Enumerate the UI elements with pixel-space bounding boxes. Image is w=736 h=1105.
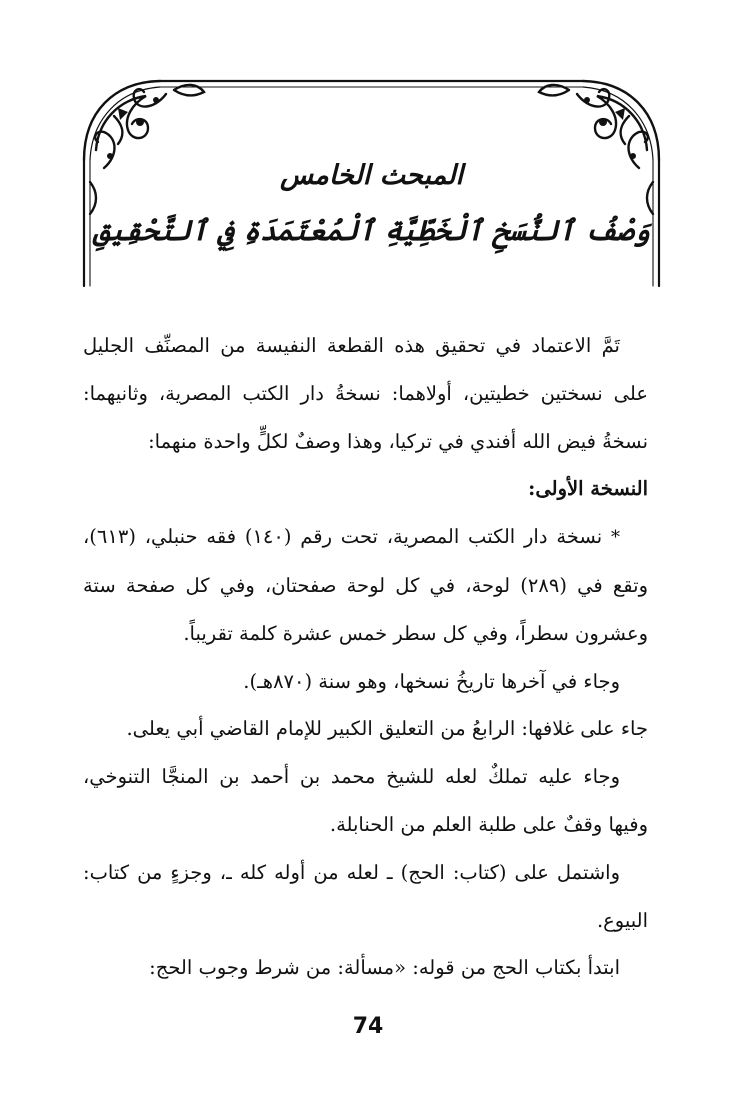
chapter-title: وَصْفُ ٱلنُّسَخِ ٱلْخَطِّيَّةِ ٱلْمُعْتَمَدَةِ فِي ٱلتَّحْقِيقِ xyxy=(92,214,651,247)
contents-paragraph: واشتمل على (كتاب: الحج) ـ لعله من أوله كله ـ، وجزءٍ من كتاب: البيوع. xyxy=(83,860,648,932)
intro-paragraph: تَمَّ الاعتماد في تحقيق هذه القطعة النفيسة من المصنِّف الجليل على نسختين خطيتين، أولاهما: نسخةُ دار الكتب المصرية، وثانيهما: نسخةُ فيض الله أفندي في تركيا، وهذا وصفٌ لكلٍّ واحدة منهما: xyxy=(83,334,648,453)
cover-paragraph: جاء على غلافها: الرابعُ من التعليق الكبير للإمام القاضي أبي يعلى. xyxy=(126,717,648,741)
section-title-first-copy: النسخة الأولى: xyxy=(528,477,648,501)
body-text xyxy=(83,322,648,992)
page-number: 74 xyxy=(352,1014,384,1039)
copy-description-text: نسخة دار الكتب المصرية، تحت رقم (١٤٠) فقه حنبلي، (٦١٣)، وتقع في (٢٨٩) لوحة، في كل لوحة صفحتان، وفي كل صفحة ستة وعشرون سطراً، وفي كل سطر خمس عشرة كلمة تقريباً. xyxy=(83,525,648,645)
date-paragraph: وجاء في آخرها تاريخُ نسخها، وهو سنة (٨٧٠هـ). xyxy=(243,669,620,693)
ownership-paragraph: وجاء عليه تملكٌ لعله للشيخ محمد بن أحمد بن المنجَّا التنوخي، وفيها وقفٌ على طلبة العلم من الحنابلة. xyxy=(83,765,648,836)
start-paragraph: ابتدأ بكتاب الحج من قوله: «مسألة: من شرط وجوب الحج: xyxy=(149,956,620,980)
copy-description-paragraph xyxy=(83,513,648,657)
asterisk-bullet: * xyxy=(611,527,621,549)
chapter-subtitle: المبحث الخامس xyxy=(279,160,464,191)
